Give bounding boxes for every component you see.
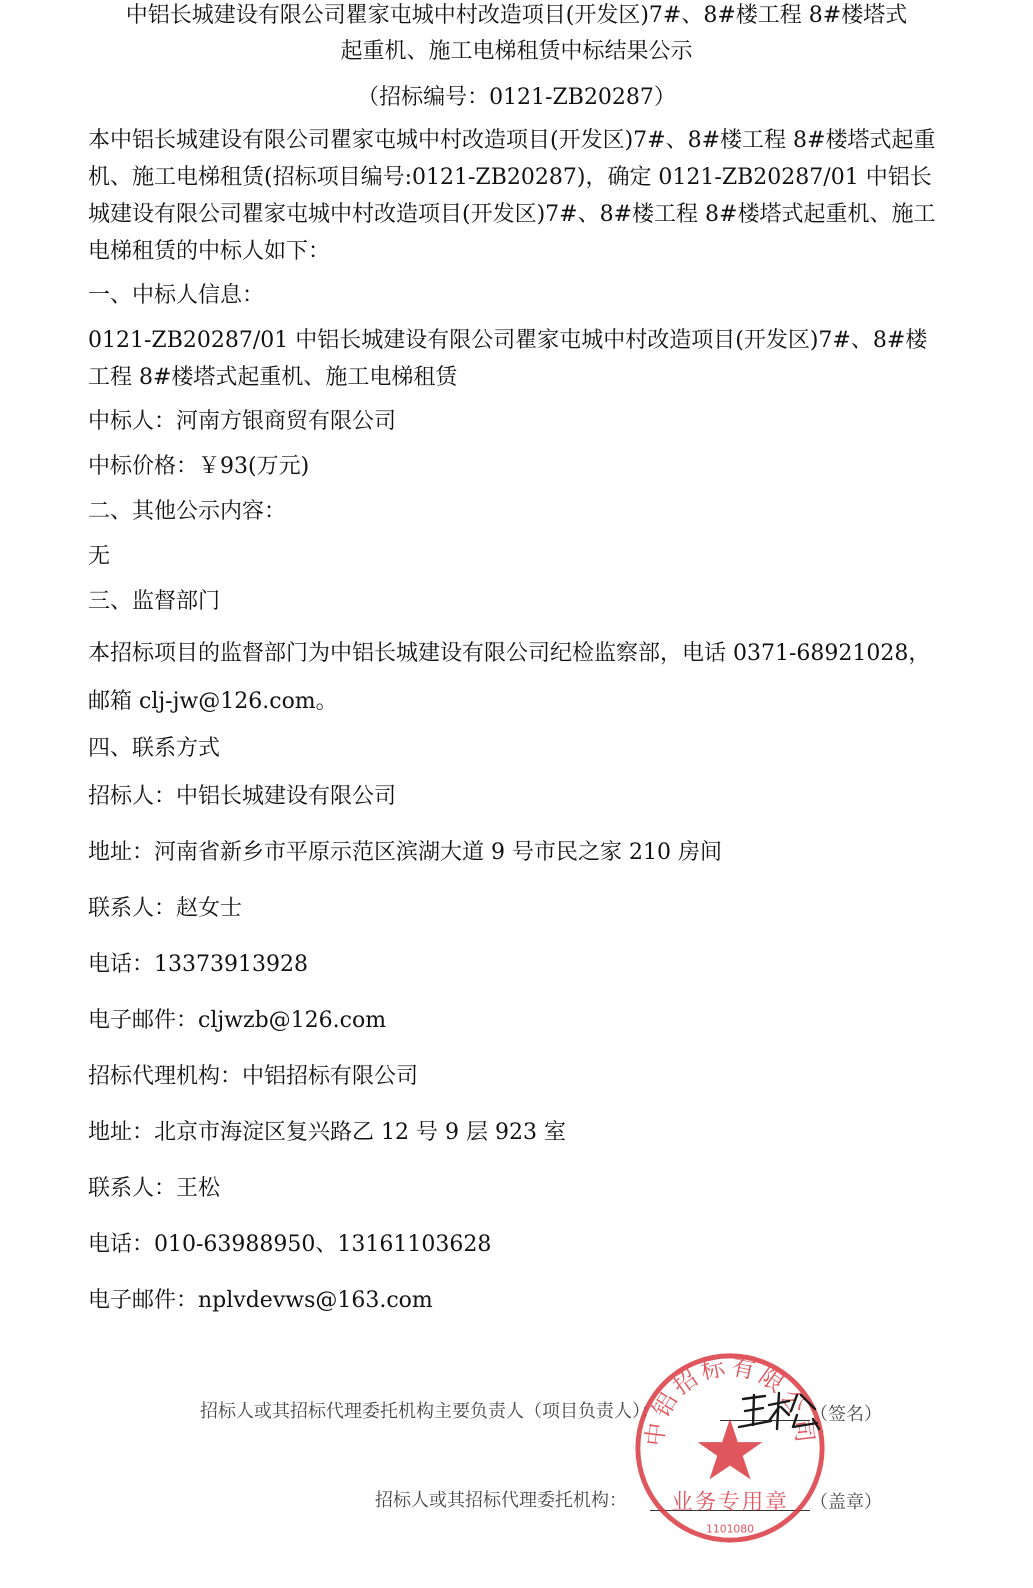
section3-heading: 三、监督部门 (88, 589, 221, 614)
tenderer-phone: 电话：13373913928 (88, 952, 308, 977)
agency-line: 招标代理机构：中铝招标有限公司 (88, 1064, 419, 1089)
agency-email: 电子邮件：nplvdevws@163.com (88, 1288, 433, 1313)
official-seal-stamp (632, 1350, 828, 1546)
winner-line: 中标人：河南方银商贸有限公司 (88, 409, 397, 434)
responsible-label: 招标人或其招标代理委托机构主要负责人（项目负责人）： (200, 1401, 659, 1421)
stamp-suffix: （盖章） (810, 1492, 882, 1512)
section2-heading: 二、其他公示内容： (88, 499, 287, 524)
section3-content: 本招标项目的监督部门为中铝长城建设有限公司纪检监察部，电话 0371-68921028，邮箱 clj-jw@126.com。 (88, 641, 931, 714)
tenderer-address: 地址：河南省新乡市平原示范区滨湖大道 9 号市民之家 210 房间 (88, 840, 722, 865)
section1-package: 0121-ZB20287/01 中铝长城建设有限公司瞿家屯城中村改造项目(开发区)7#、8#楼工程 8#楼塔式起重机、施工电梯租赁 (88, 328, 928, 390)
section2-content: 无 (88, 544, 111, 569)
sign-suffix: （签名） (810, 1404, 882, 1424)
tenderer-contact: 联系人：赵女士 (88, 896, 243, 921)
price-line: 中标价格：￥93(万元) (88, 454, 310, 479)
intro-paragraph: 本中铝长城建设有限公司瞿家屯城中村改造项目(开发区)7#、8#楼工程 8#楼塔式起重机、施工电梯租赁(招标项目编号:0121-ZB20287)，确定 0121-ZB20287/01 中铝长城建设有限公司瞿家屯城中村改造项目(开发区)7#、8#楼工程 8#楼塔式起重机、施工电梯租赁的中标人如下： (88, 128, 936, 264)
document-title-line2: 起重机、施工电梯租赁中标结果公示 (340, 39, 693, 64)
agency-address: 地址：北京市海淀区复兴路乙 12 号 9 层 923 室 (88, 1120, 566, 1145)
agency-contact: 联系人：王松 (88, 1176, 221, 1201)
section1-heading: 一、中标人信息： (88, 283, 265, 308)
tender-number: （招标编号：0121-ZB20287） (357, 85, 676, 110)
seal-text-top: 中铝招标有限公司 (640, 1352, 820, 1448)
document-title-line1: 中铝长城建设有限公司瞿家屯城中村改造项目(开发区)7#、8#楼工程 8#楼塔式 (125, 3, 908, 28)
tenderer-email: 电子邮件：cljwzb@126.com (88, 1008, 387, 1033)
seal-code: 1101080 (706, 1522, 754, 1536)
org-label: 招标人或其招标代理委托机构： (375, 1490, 627, 1510)
seal-text-bottom: 业务专用章 (671, 1489, 789, 1515)
handwritten-signature (735, 1385, 825, 1435)
tenderer-line: 招标人：中铝长城建设有限公司 (88, 784, 397, 809)
section4-heading: 四、联系方式 (88, 736, 221, 761)
agency-phone: 电话：010-63988950、13161103628 (88, 1232, 492, 1257)
